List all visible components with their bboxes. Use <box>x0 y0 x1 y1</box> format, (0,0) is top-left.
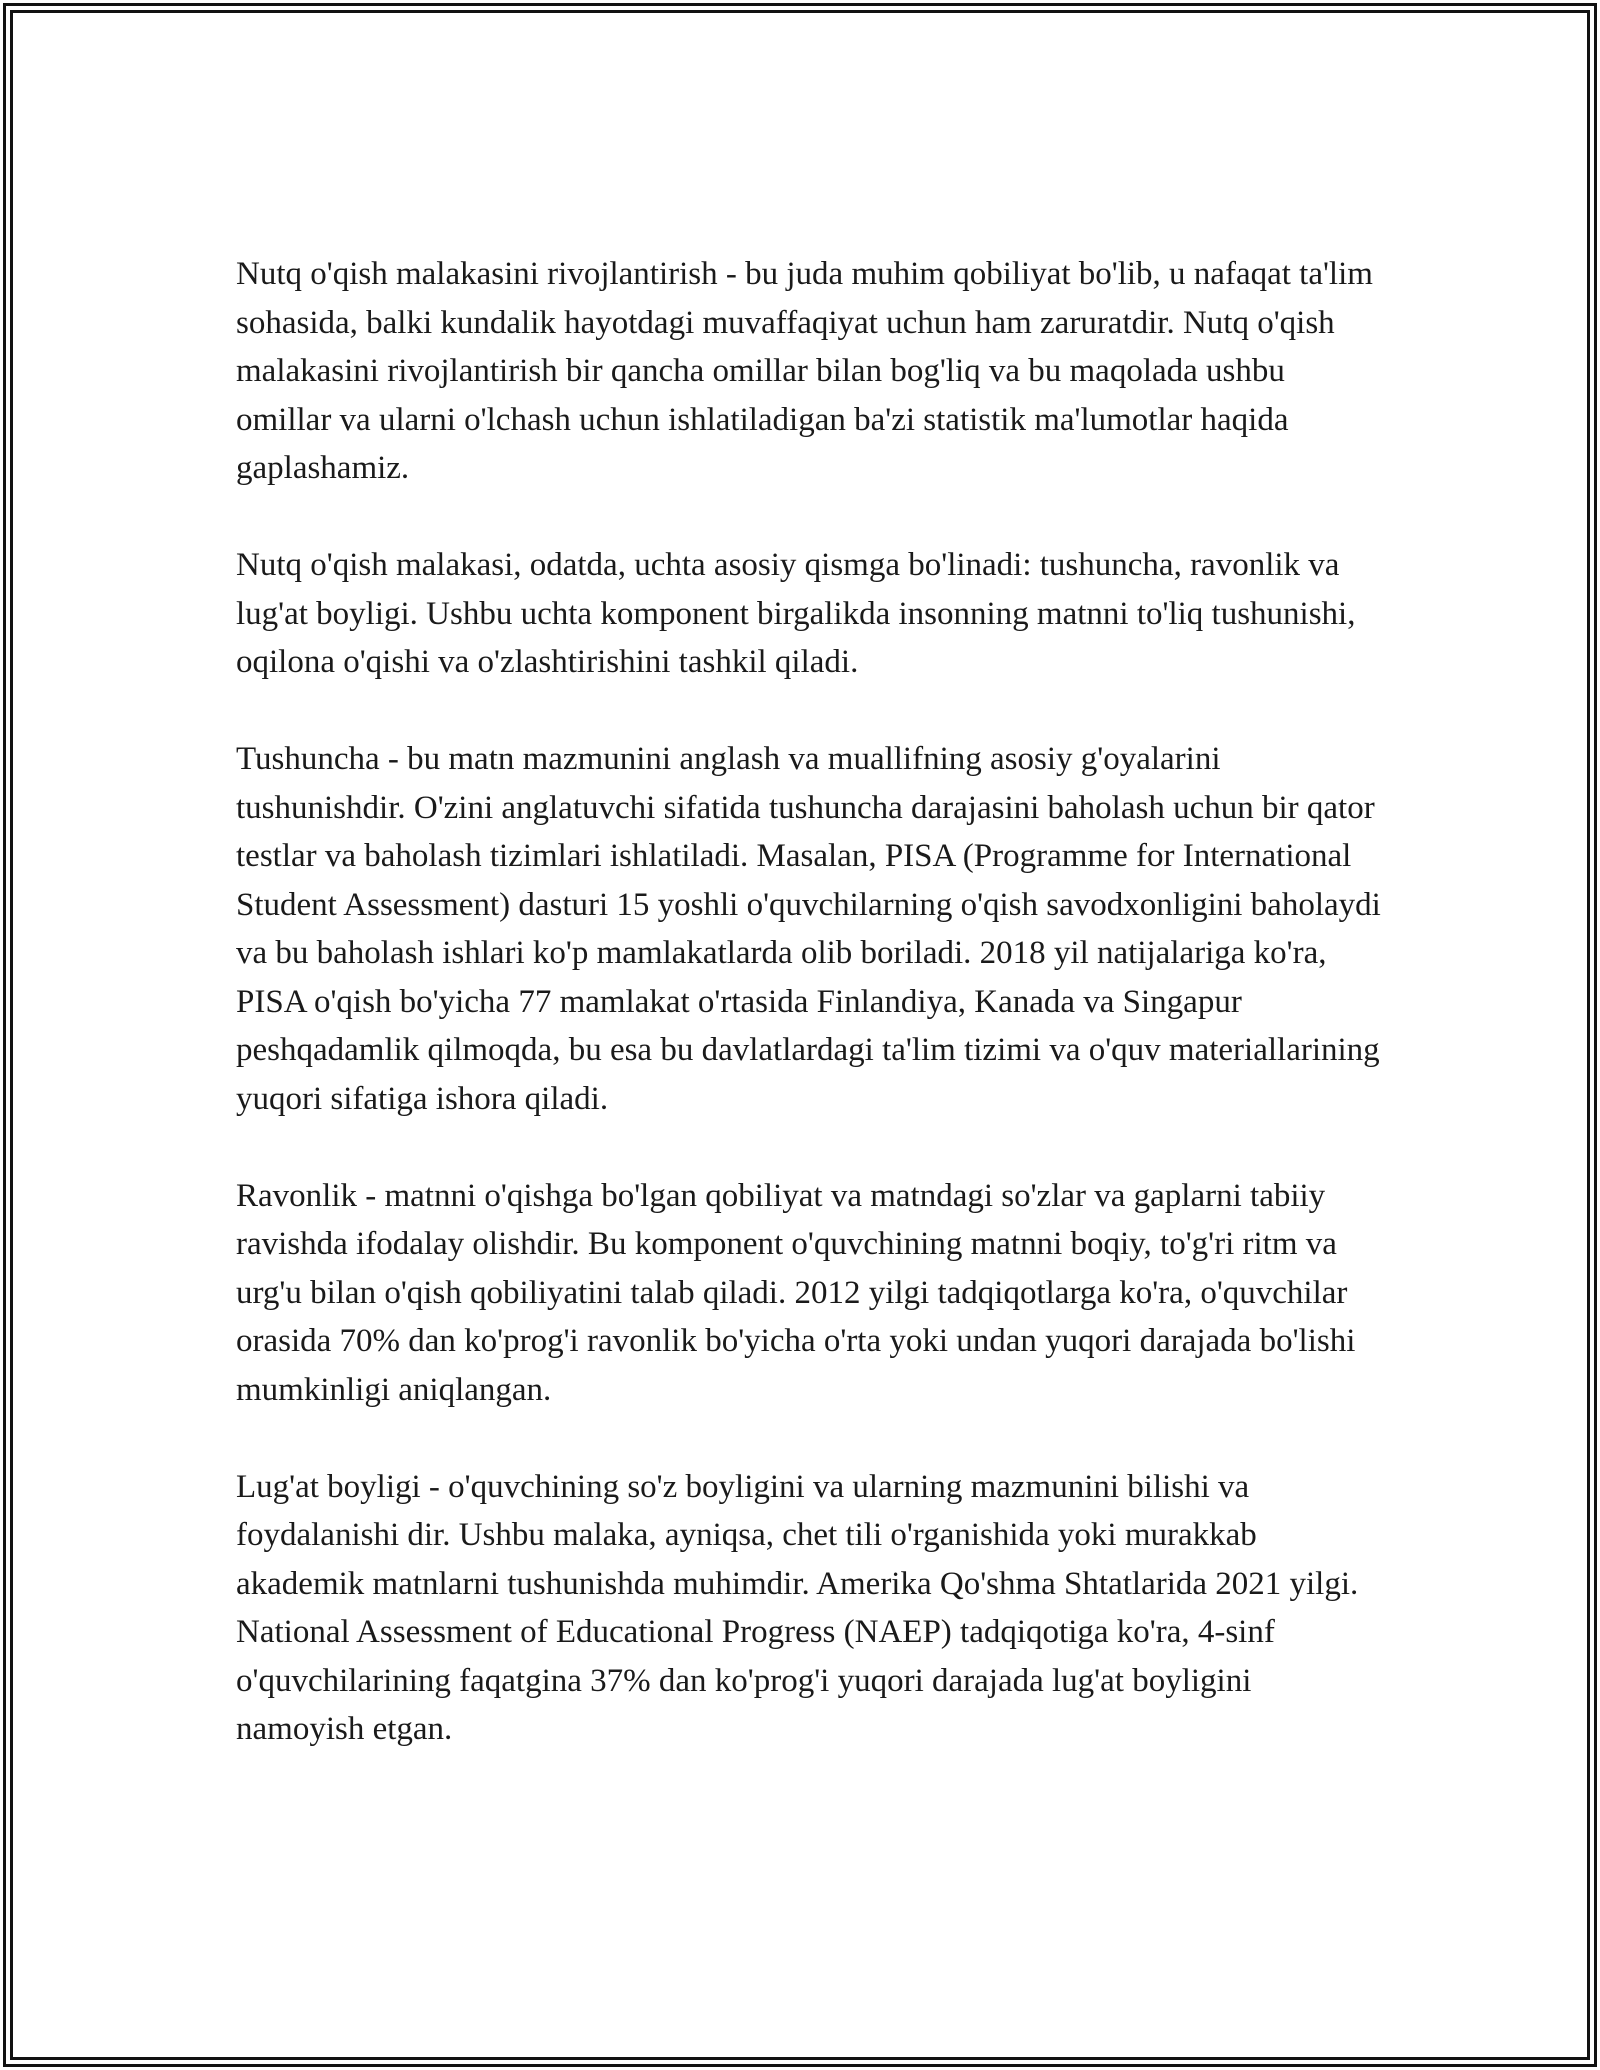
paragraph-intro: Nutq o'qish malakasini rivojlantirish - bu juda muhim qobiliyat bo'lib, u nafaqat ta'lim sohasida, balki kundalik hayotdagi muvaffaqiyat uchun ham zaruratdir. Nutq o'qish malakasini rivojlantirish bir qancha omillar bilan bog'liq va bu maqolada ushbu omillar va ularni o'lchash uchun ishlatiladigan ba'zi statistik ma'lumotlar haqida gaplashamiz. <box>236 256 1373 486</box>
paragraph-vocabulary: Lug'at boyligi - o'quvchining so'z boyligini va ularning mazmunini bilishi va foydalanishi dir. Ushbu malaka, ayniqsa, chet tili o'rganishida yoki murakkab akademik matnlarni tushunishda muhimdir. Amerika Qo'shma Shtatlarida 2021 yilgi. National Assessment of Educational Progress (NAEP) tadqiqotiga ko'ra, 4-sinf o'quvchilarining faqatgina 37% dan ko'prog'i yuqori darajada lug'at boyligini namoyish etgan. <box>236 1468 1359 1747</box>
paragraph-fluency: Ravonlik - matnni o'qishga bo'lgan qobiliyat va matndagi so'zlar va gaplarni tabiiy ravishda ifodalay olishdir. Bu komponent o'quvchining matnni boqiy, to'g'ri ritm va urg'u bilan o'qish qobiliyatini talab qiladi. 2012 yilgi tadqiqotlarga ko'ra, o'quvchilar orasida 70% dan ko'prog'i ravonlik bo'yicha o'rta yoki undan yuqori darajada bo'lishi mumkinligi aniqlangan. <box>236 1177 1356 1408</box>
paragraph-components: Nutq o'qish malakasi, odatda, uchta asosiy qismga bo'linadi: tushuncha, ravonlik va lug'at boyligi. Ushbu uchta komponent birgalikda insonning matnni to'liq tushunishi, oqilona o'qishi va o'zlashtirishini tashkil qiladi. <box>236 547 1356 680</box>
paragraph-comprehension: Tushuncha - bu matn mazmunini anglash va muallifning asosiy g'oyalarini tushunishdir. O'zini anglatuvchi sifatida tushuncha darajasini baholash uchun bir qator testlar va baholash tizimlari ishlatiladi. Masalan, PISA (Programme for International Student Assessment) dasturi 15 yoshli o'quvchilarning o'qish savodxonligini baholaydi va bu baholash ishlari ko'p mamlakatlarda olib boriladi. 2018 yil natijalariga ko'ra, PISA o'qish bo'yicha 77 mamlakat o'rtasida Finlandiya, Kanada va Singapur peshqadamlik qilmoqda, bu esa bu davlatlardagi ta'lim tizimi va o'quv materiallarining yuqori sifatiga ishora qiladi. <box>236 741 1381 1117</box>
document-body <box>236 250 1381 1802</box>
